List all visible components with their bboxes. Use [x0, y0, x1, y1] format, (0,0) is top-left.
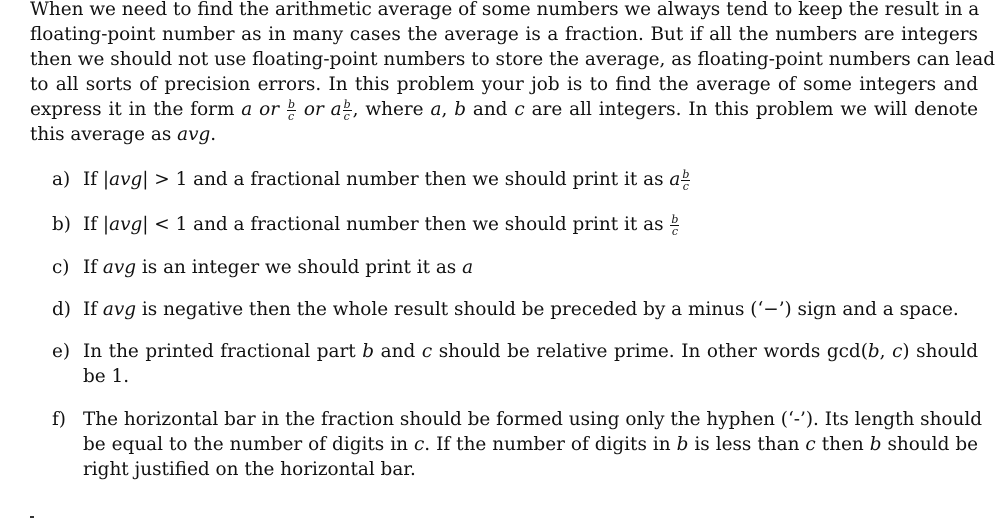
fraction-denominator: c: [343, 109, 350, 123]
math-var-b: b: [869, 434, 882, 455]
rule-text-part: If |: [83, 214, 110, 235]
math-var-avg: avg: [102, 299, 137, 320]
rule-item-c: [30, 255, 978, 280]
rule-text-part: | < 1 and a fractional number then we should print it as: [142, 214, 670, 235]
math-or: or: [252, 99, 286, 120]
rule-text-part: . If the number of digits in: [424, 434, 677, 455]
rule-line: [83, 432, 978, 457]
fraction-numerator: b: [671, 212, 679, 226]
intro-line-1: When we need to find the arithmetic average of some numbers we always tend to keep the result in a: [30, 0, 980, 20]
math-var-b: b: [454, 99, 466, 120]
intro-text: are all integers. In this problem we will denote: [524, 99, 978, 120]
rule-text: [83, 212, 978, 237]
fraction-denominator: c: [682, 179, 689, 193]
rule-text-part: and: [374, 341, 422, 362]
rule-item-b: [30, 212, 978, 237]
intro-paragraph: [30, 0, 996, 147]
intro-line-3: then we should not use floating-point numbers to store the average, as floating-point numbers can lead: [30, 49, 996, 70]
math-or: or: [296, 99, 331, 120]
rule-line: be 1.: [83, 366, 130, 387]
rule-text-part: is negative then the whole result should be preceded by a minus (‘−’) sign and a space.: [136, 299, 959, 320]
math-var-c: c: [805, 434, 816, 455]
math-var-avg: avg: [177, 124, 211, 145]
intro-line-6: [30, 122, 978, 147]
rule-text-part: is less than: [688, 434, 806, 455]
math-var-b: b: [676, 434, 689, 455]
intro-text: express it in the form: [30, 99, 242, 120]
rule-item-a: [30, 167, 978, 192]
problem-statement: [30, 0, 996, 482]
fraction-b-over-c: [287, 99, 296, 122]
fraction-b-over-c: [343, 99, 352, 122]
fraction-numerator: b: [287, 97, 295, 111]
math-var-a: a: [241, 99, 253, 120]
rule-text-part: If |: [83, 169, 110, 190]
math-var-a: a: [430, 99, 442, 120]
math-var-c: c: [413, 434, 425, 455]
rule-label: c): [52, 257, 70, 278]
rule-text: [83, 407, 982, 482]
math-var-a: a: [669, 169, 681, 190]
intro-text: this average as: [30, 124, 178, 145]
math-var-b: b: [867, 341, 880, 362]
math-var-avg: avg: [102, 257, 137, 278]
rule-text-part: ,: [879, 341, 893, 362]
intro-text: .: [210, 124, 217, 145]
math-var-a: a: [462, 257, 474, 278]
fraction-b-over-c: [681, 169, 690, 192]
rule-label: b): [52, 214, 71, 235]
rule-text: [83, 339, 978, 389]
rule-label: d): [52, 299, 71, 320]
intro-line-2: floating-point number as in many cases the average is a fraction. But if all the numbers are integers: [30, 24, 978, 45]
intro-text: and: [465, 99, 515, 120]
math-var-avg: avg: [109, 169, 143, 190]
rule-text-part: If: [83, 257, 103, 278]
rule-text-part: should be: [881, 434, 978, 455]
math-var-b: b: [362, 341, 375, 362]
rule-line: right justified on the horizontal bar.: [83, 459, 416, 480]
rule-text-part: | > 1 and a fractional number then we should print it as: [142, 169, 670, 190]
rule-text-part: In the printed fractional part: [83, 341, 363, 362]
intro-text: , where: [352, 99, 431, 120]
rule-text: [83, 297, 978, 322]
math-var-c: c: [514, 99, 525, 120]
rule-line: The horizontal bar in the fraction should be formed using only the hyphen (‘-’). Its length should: [83, 409, 982, 430]
rule-text-part: ) should: [902, 341, 979, 362]
fraction-numerator: b: [343, 97, 351, 111]
fraction-numerator: b: [682, 167, 690, 181]
math-var-c: c: [892, 341, 903, 362]
rule-item-d: [30, 297, 978, 322]
page-edge-mark: [30, 516, 34, 518]
rule-text-part: should be relative prime. In other words gcd(: [432, 341, 868, 362]
rule-item-f: [30, 407, 982, 482]
intro-line-4: to all sorts of precision errors. In this problem your job is to find the average of some integers and: [30, 74, 978, 95]
intro-line-5: [30, 97, 978, 122]
rule-text-part: then: [815, 434, 870, 455]
rule-label: e): [52, 341, 71, 362]
rule-text: [83, 255, 978, 280]
rule-text: [83, 167, 978, 192]
math-var-a: a: [330, 99, 342, 120]
rule-text-part: be equal to the number of digits in: [83, 434, 414, 455]
fraction-denominator: c: [287, 109, 295, 123]
rule-text-part: is an integer we should print it as: [136, 257, 463, 278]
rule-line: [83, 339, 978, 364]
rules-list: [30, 167, 982, 482]
fraction-denominator: c: [671, 224, 678, 238]
intro-text: ,: [441, 99, 455, 120]
rule-text-part: If: [83, 299, 103, 320]
rule-label: f): [52, 409, 66, 430]
math-var-c: c: [421, 341, 433, 362]
rule-item-e: [30, 339, 978, 389]
fraction-b-over-c: [670, 214, 679, 237]
rule-label: a): [52, 169, 71, 190]
math-var-avg: avg: [109, 214, 143, 235]
